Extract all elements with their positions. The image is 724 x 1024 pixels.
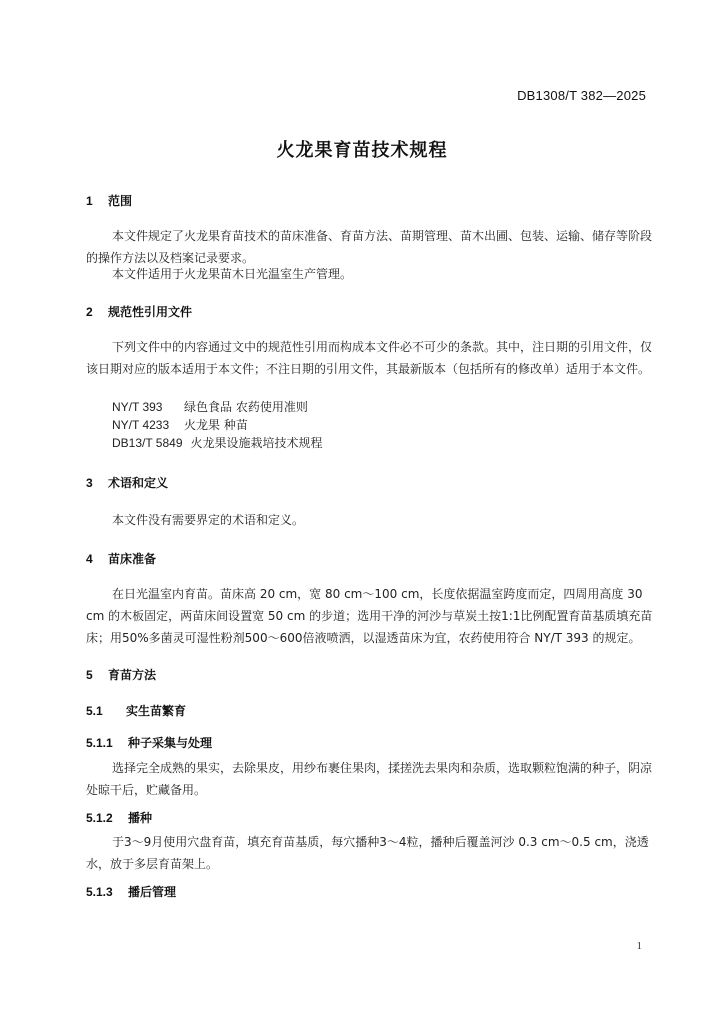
- section-title: 范围: [108, 194, 133, 208]
- section-number: 5.1.2: [86, 811, 113, 825]
- section-5-1-2-heading: [86, 809, 152, 826]
- section-title: 苗床准备: [108, 552, 157, 566]
- reference-name: 火龙果设施栽培技术规程: [190, 436, 323, 450]
- reference-code: NY/T 393: [112, 400, 163, 414]
- paragraph-text: 选择完全成熟的果实，去除果皮，用纱布裹住果肉，揉搓洗去果肉和杂质，选取颗粒饱满的种子，阴凉处晾干后，贮藏备用。: [86, 761, 653, 797]
- reference-name: 绿色食品 农药使用准则: [184, 400, 308, 414]
- paragraph-text: 本文件适用于火龙果苗木日光温室生产管理。: [112, 267, 353, 281]
- document-title: 火龙果育苗技术规程: [276, 140, 448, 161]
- section-number: 5.1.1: [86, 736, 113, 750]
- section-2-heading: [86, 303, 192, 320]
- page-number: 1: [636, 940, 642, 952]
- section-title: 术语和定义: [108, 476, 169, 490]
- section-5-1-1-heading: [86, 734, 212, 751]
- section-title: 播后管理: [128, 885, 177, 899]
- section-1-heading: [86, 192, 132, 209]
- section-5-1-2-paragraph: [86, 831, 658, 875]
- section-number: 3: [86, 476, 93, 490]
- section-5-1-3-heading: [86, 883, 176, 900]
- section-title: 种子采集与处理: [128, 736, 213, 750]
- section-title: 规范性引用文件: [108, 305, 193, 319]
- paragraph-text: 在日光温室内育苗。苗床高 20 cm，宽 80 cm～100 cm，长度依据温室跨度而定，四周用高度 30 cm 的木板固定，两苗床间设置宽 50 cm 的步道；选用干净的河沙与草炭土按1:1比例配置育苗基质填充苗床；用50%多菌灵可湿性粉剂500～600倍液喷洒，以湿透苗床为宜，农药使用符合 NY/T 393 的规定。: [86, 587, 653, 645]
- reference-code: DB13/T 5849: [112, 436, 183, 450]
- section-3-paragraph-1: [86, 509, 658, 531]
- paragraph-text: 本文件规定了火龙果育苗技术的苗床准备、育苗方法、苗期管理、苗木出圃、包装、运输、储存等阶段的操作方法以及档案记录要求。: [86, 229, 653, 265]
- reference-item: [112, 432, 323, 454]
- section-title: 育苗方法: [108, 668, 157, 682]
- section-number: 4: [86, 552, 93, 566]
- section-5-1-heading: [86, 702, 186, 719]
- section-5-1-1-paragraph: [86, 757, 658, 801]
- section-title: 实生苗繁育: [126, 704, 187, 718]
- standard-number: DB1308/T 382—2025: [517, 88, 646, 103]
- section-number: 2: [86, 305, 93, 319]
- section-1-paragraph-2: [86, 263, 658, 285]
- reference-name: 火龙果 种苗: [184, 418, 248, 432]
- section-4-paragraph-1: [86, 583, 658, 649]
- section-number: 1: [86, 194, 93, 208]
- paragraph-text: 于3～9月使用穴盘育苗，填充育苗基质，每穴播种3～4粒，播种后覆盖河沙 0.3 cm～0.5 cm，浇透水，放于多层育苗架上。: [86, 835, 649, 871]
- section-title: 播种: [128, 811, 153, 825]
- paragraph-text: 下列文件中的内容通过文中的规范性引用而构成本文件必不可少的条款。其中，注日期的引用文件，仅该日期对应的版本适用于本文件；不注日期的引用文件，其最新版本（包括所有的修改单）适用于本文件。: [86, 340, 653, 376]
- section-5-heading: [86, 666, 156, 683]
- reference-code: NY/T 4233: [112, 418, 170, 432]
- section-number: 5.1: [86, 704, 103, 718]
- section-3-heading: [86, 474, 168, 491]
- section-number: 5.1.3: [86, 885, 113, 899]
- section-4-heading: [86, 550, 156, 567]
- paragraph-text: 本文件没有需要界定的术语和定义。: [112, 513, 305, 527]
- section-2-paragraph-1: [86, 336, 658, 380]
- section-number: 5: [86, 668, 93, 682]
